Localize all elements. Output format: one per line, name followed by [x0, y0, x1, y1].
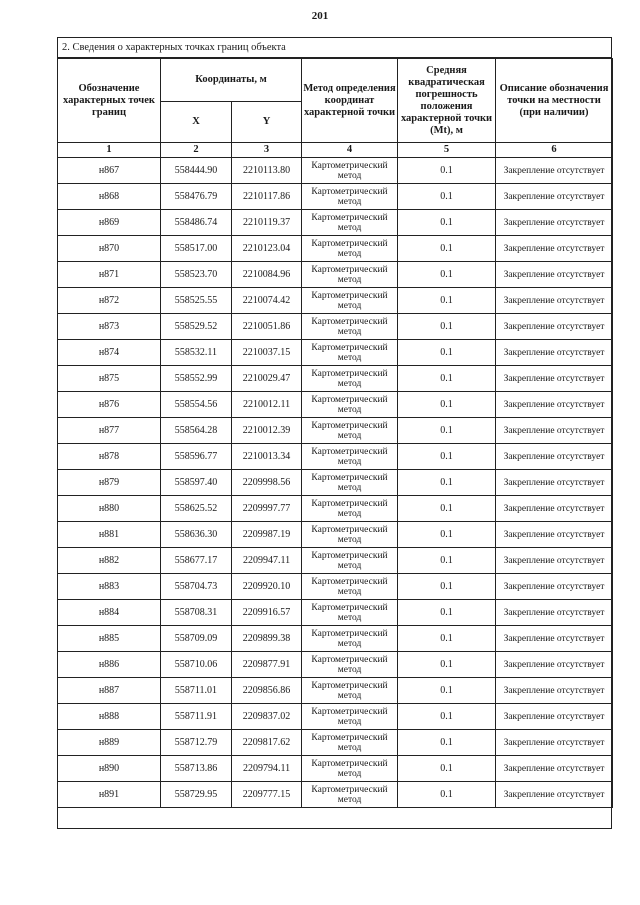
error-cell: 0.1: [398, 340, 496, 366]
point-name-cell: н870: [58, 236, 161, 262]
point-name-cell: н886: [58, 652, 161, 678]
description-cell: Закрепление отсутствует: [496, 756, 613, 782]
header-error: Средняя квадратическая погрешность положения характерной точки (Mt), м: [398, 59, 496, 143]
description-cell: Закрепление отсутствует: [496, 158, 613, 184]
x-coordinate-cell: 558529.52: [161, 314, 232, 340]
x-coordinate-cell: 558711.01: [161, 678, 232, 704]
method-cell: Картометрический метод: [302, 730, 398, 756]
error-cell: 0.1: [398, 444, 496, 470]
x-coordinate-cell: 558704.73: [161, 574, 232, 600]
point-name-cell: н878: [58, 444, 161, 470]
x-coordinate-cell: 558712.79: [161, 730, 232, 756]
description-cell: Закрепление отсутствует: [496, 418, 613, 444]
x-coordinate-cell: 558597.40: [161, 470, 232, 496]
error-cell: 0.1: [398, 262, 496, 288]
y-coordinate-cell: 2210051.86: [232, 314, 302, 340]
method-cell: Картометрический метод: [302, 158, 398, 184]
error-cell: 0.1: [398, 574, 496, 600]
y-coordinate-cell: 2209997.77: [232, 496, 302, 522]
y-coordinate-cell: 2210029.47: [232, 366, 302, 392]
point-name-cell: н872: [58, 288, 161, 314]
point-name-cell: н880: [58, 496, 161, 522]
error-cell: 0.1: [398, 210, 496, 236]
error-cell: 0.1: [398, 652, 496, 678]
description-cell: Закрепление отсутствует: [496, 782, 613, 808]
error-cell: 0.1: [398, 288, 496, 314]
header-coordinates: Координаты, м: [161, 59, 302, 102]
point-name-cell: н885: [58, 626, 161, 652]
table-row: [58, 418, 613, 444]
point-name-cell: н882: [58, 548, 161, 574]
point-name-cell: н875: [58, 366, 161, 392]
table-row: [58, 392, 613, 418]
error-cell: 0.1: [398, 158, 496, 184]
point-name-cell: н881: [58, 522, 161, 548]
table-row: [58, 652, 613, 678]
method-cell: Картометрический метод: [302, 392, 398, 418]
point-name-cell: н883: [58, 574, 161, 600]
x-coordinate-cell: 558710.06: [161, 652, 232, 678]
method-cell: Картометрический метод: [302, 652, 398, 678]
column-number: 6: [496, 143, 613, 158]
description-cell: Закрепление отсутствует: [496, 314, 613, 340]
y-coordinate-cell: 2210012.39: [232, 418, 302, 444]
description-cell: Закрепление отсутствует: [496, 262, 613, 288]
description-cell: Закрепление отсутствует: [496, 704, 613, 730]
method-cell: Картометрический метод: [302, 782, 398, 808]
y-coordinate-cell: 2210123.04: [232, 236, 302, 262]
y-coordinate-cell: 2209794.11: [232, 756, 302, 782]
y-coordinate-cell: 2210074.42: [232, 288, 302, 314]
point-name-cell: н884: [58, 600, 161, 626]
y-coordinate-cell: 2209947.11: [232, 548, 302, 574]
y-coordinate-cell: 2210113.80: [232, 158, 302, 184]
method-cell: Картометрический метод: [302, 236, 398, 262]
description-cell: Закрепление отсутствует: [496, 210, 613, 236]
description-cell: Закрепление отсутствует: [496, 574, 613, 600]
error-cell: 0.1: [398, 496, 496, 522]
point-name-cell: н868: [58, 184, 161, 210]
method-cell: Картометрический метод: [302, 756, 398, 782]
table-row: [58, 574, 613, 600]
x-coordinate-cell: 558709.09: [161, 626, 232, 652]
description-cell: Закрепление отсутствует: [496, 236, 613, 262]
description-cell: Закрепление отсутствует: [496, 444, 613, 470]
error-cell: 0.1: [398, 782, 496, 808]
error-cell: 0.1: [398, 236, 496, 262]
point-name-cell: н888: [58, 704, 161, 730]
column-number: 1: [58, 143, 161, 158]
x-coordinate-cell: 558625.52: [161, 496, 232, 522]
table-row: [58, 470, 613, 496]
table-row: [58, 548, 613, 574]
x-coordinate-cell: 558708.31: [161, 600, 232, 626]
error-cell: 0.1: [398, 626, 496, 652]
error-cell: 0.1: [398, 678, 496, 704]
x-coordinate-cell: 558486.74: [161, 210, 232, 236]
error-cell: 0.1: [398, 184, 496, 210]
description-cell: Закрепление отсутствует: [496, 470, 613, 496]
method-cell: Картометрический метод: [302, 574, 398, 600]
method-cell: Картометрический метод: [302, 470, 398, 496]
method-cell: Картометрический метод: [302, 496, 398, 522]
point-name-cell: н876: [58, 392, 161, 418]
table-row: [58, 730, 613, 756]
y-coordinate-cell: 2209998.56: [232, 470, 302, 496]
y-coordinate-cell: 2210084.96: [232, 262, 302, 288]
method-cell: Картометрический метод: [302, 262, 398, 288]
error-cell: 0.1: [398, 548, 496, 574]
description-cell: Закрепление отсутствует: [496, 340, 613, 366]
description-cell: Закрепление отсутствует: [496, 730, 613, 756]
boundary-points-table: [57, 58, 613, 808]
method-cell: Картометрический метод: [302, 522, 398, 548]
error-cell: 0.1: [398, 600, 496, 626]
table-row: [58, 756, 613, 782]
description-cell: Закрепление отсутствует: [496, 600, 613, 626]
method-cell: Картометрический метод: [302, 678, 398, 704]
description-cell: Закрепление отсутствует: [496, 288, 613, 314]
table-row: [58, 184, 613, 210]
table-row: [58, 444, 613, 470]
method-cell: Картометрический метод: [302, 418, 398, 444]
error-cell: 0.1: [398, 756, 496, 782]
description-cell: Закрепление отсутствует: [496, 652, 613, 678]
error-cell: 0.1: [398, 470, 496, 496]
method-cell: Картометрический метод: [302, 314, 398, 340]
y-coordinate-cell: 2209920.10: [232, 574, 302, 600]
error-cell: 0.1: [398, 366, 496, 392]
error-cell: 0.1: [398, 418, 496, 444]
point-name-cell: н891: [58, 782, 161, 808]
table-row: [58, 782, 613, 808]
x-coordinate-cell: 558636.30: [161, 522, 232, 548]
table-row: [58, 288, 613, 314]
column-number: 4: [302, 143, 398, 158]
error-cell: 0.1: [398, 730, 496, 756]
column-number: 5: [398, 143, 496, 158]
description-cell: Закрепление отсутствует: [496, 392, 613, 418]
x-coordinate-cell: 558523.70: [161, 262, 232, 288]
x-coordinate-cell: 558554.56: [161, 392, 232, 418]
header-method: Метод определения координат характерной точки: [302, 59, 398, 143]
y-coordinate-cell: 2209899.38: [232, 626, 302, 652]
method-cell: Картометрический метод: [302, 288, 398, 314]
point-name-cell: н869: [58, 210, 161, 236]
table-row: [58, 366, 613, 392]
description-cell: Закрепление отсутствует: [496, 626, 613, 652]
x-coordinate-cell: 558596.77: [161, 444, 232, 470]
table-row: [58, 340, 613, 366]
y-coordinate-cell: 2210119.37: [232, 210, 302, 236]
column-number: 2: [161, 143, 232, 158]
header-description: Описание обозначения точки на местности (при наличии): [496, 59, 613, 143]
x-coordinate-cell: 558677.17: [161, 548, 232, 574]
table-row: [58, 314, 613, 340]
y-coordinate-cell: 2209877.91: [232, 652, 302, 678]
x-coordinate-cell: 558532.11: [161, 340, 232, 366]
x-coordinate-cell: 558713.86: [161, 756, 232, 782]
point-name-cell: н871: [58, 262, 161, 288]
table-row: [58, 522, 613, 548]
description-cell: Закрепление отсутствует: [496, 522, 613, 548]
table-row: [58, 158, 613, 184]
x-coordinate-cell: 558476.79: [161, 184, 232, 210]
point-name-cell: н890: [58, 756, 161, 782]
x-coordinate-cell: 558564.28: [161, 418, 232, 444]
description-cell: Закрепление отсутствует: [496, 184, 613, 210]
table-row: [58, 678, 613, 704]
table-row: [58, 262, 613, 288]
method-cell: Картометрический метод: [302, 704, 398, 730]
table-row: [58, 704, 613, 730]
error-cell: 0.1: [398, 314, 496, 340]
method-cell: Картометрический метод: [302, 548, 398, 574]
y-coordinate-cell: 2210117.86: [232, 184, 302, 210]
point-name-cell: н873: [58, 314, 161, 340]
header-y: Y: [232, 102, 302, 143]
error-cell: 0.1: [398, 522, 496, 548]
y-coordinate-cell: 2210037.15: [232, 340, 302, 366]
x-coordinate-cell: 558552.99: [161, 366, 232, 392]
method-cell: Картометрический метод: [302, 626, 398, 652]
x-coordinate-cell: 558711.91: [161, 704, 232, 730]
method-cell: Картометрический метод: [302, 600, 398, 626]
point-name-cell: н879: [58, 470, 161, 496]
document-sheet: [57, 37, 612, 829]
y-coordinate-cell: 2209777.15: [232, 782, 302, 808]
header-x: X: [161, 102, 232, 143]
method-cell: Картометрический метод: [302, 366, 398, 392]
x-coordinate-cell: 558525.55: [161, 288, 232, 314]
point-name-cell: н874: [58, 340, 161, 366]
x-coordinate-cell: 558444.90: [161, 158, 232, 184]
error-cell: 0.1: [398, 704, 496, 730]
method-cell: Картометрический метод: [302, 184, 398, 210]
point-name-cell: н877: [58, 418, 161, 444]
description-cell: Закрепление отсутствует: [496, 548, 613, 574]
y-coordinate-cell: 2209916.57: [232, 600, 302, 626]
x-coordinate-cell: 558517.00: [161, 236, 232, 262]
section-caption: 2. Сведения о характерных точках границ объекта: [58, 38, 611, 58]
y-coordinate-cell: 2209817.62: [232, 730, 302, 756]
point-name-cell: н887: [58, 678, 161, 704]
description-cell: Закрепление отсутствует: [496, 366, 613, 392]
y-coordinate-cell: 2210013.34: [232, 444, 302, 470]
error-cell: 0.1: [398, 392, 496, 418]
point-name-cell: н889: [58, 730, 161, 756]
x-coordinate-cell: 558729.95: [161, 782, 232, 808]
point-name-cell: н867: [58, 158, 161, 184]
method-cell: Картометрический метод: [302, 340, 398, 366]
table-row: [58, 236, 613, 262]
y-coordinate-cell: 2209837.02: [232, 704, 302, 730]
header-point-designation: Обозначение характерных точек границ: [58, 59, 161, 143]
y-coordinate-cell: 2209856.86: [232, 678, 302, 704]
page-number: 201: [311, 10, 329, 22]
column-number: 3: [232, 143, 302, 158]
table-row: [58, 210, 613, 236]
description-cell: Закрепление отсутствует: [496, 496, 613, 522]
table-row: [58, 626, 613, 652]
description-cell: Закрепление отсутствует: [496, 678, 613, 704]
method-cell: Картометрический метод: [302, 210, 398, 236]
table-row: [58, 600, 613, 626]
table-row: [58, 496, 613, 522]
table-body: [58, 158, 613, 808]
method-cell: Картометрический метод: [302, 444, 398, 470]
y-coordinate-cell: 2209987.19: [232, 522, 302, 548]
y-coordinate-cell: 2210012.11: [232, 392, 302, 418]
